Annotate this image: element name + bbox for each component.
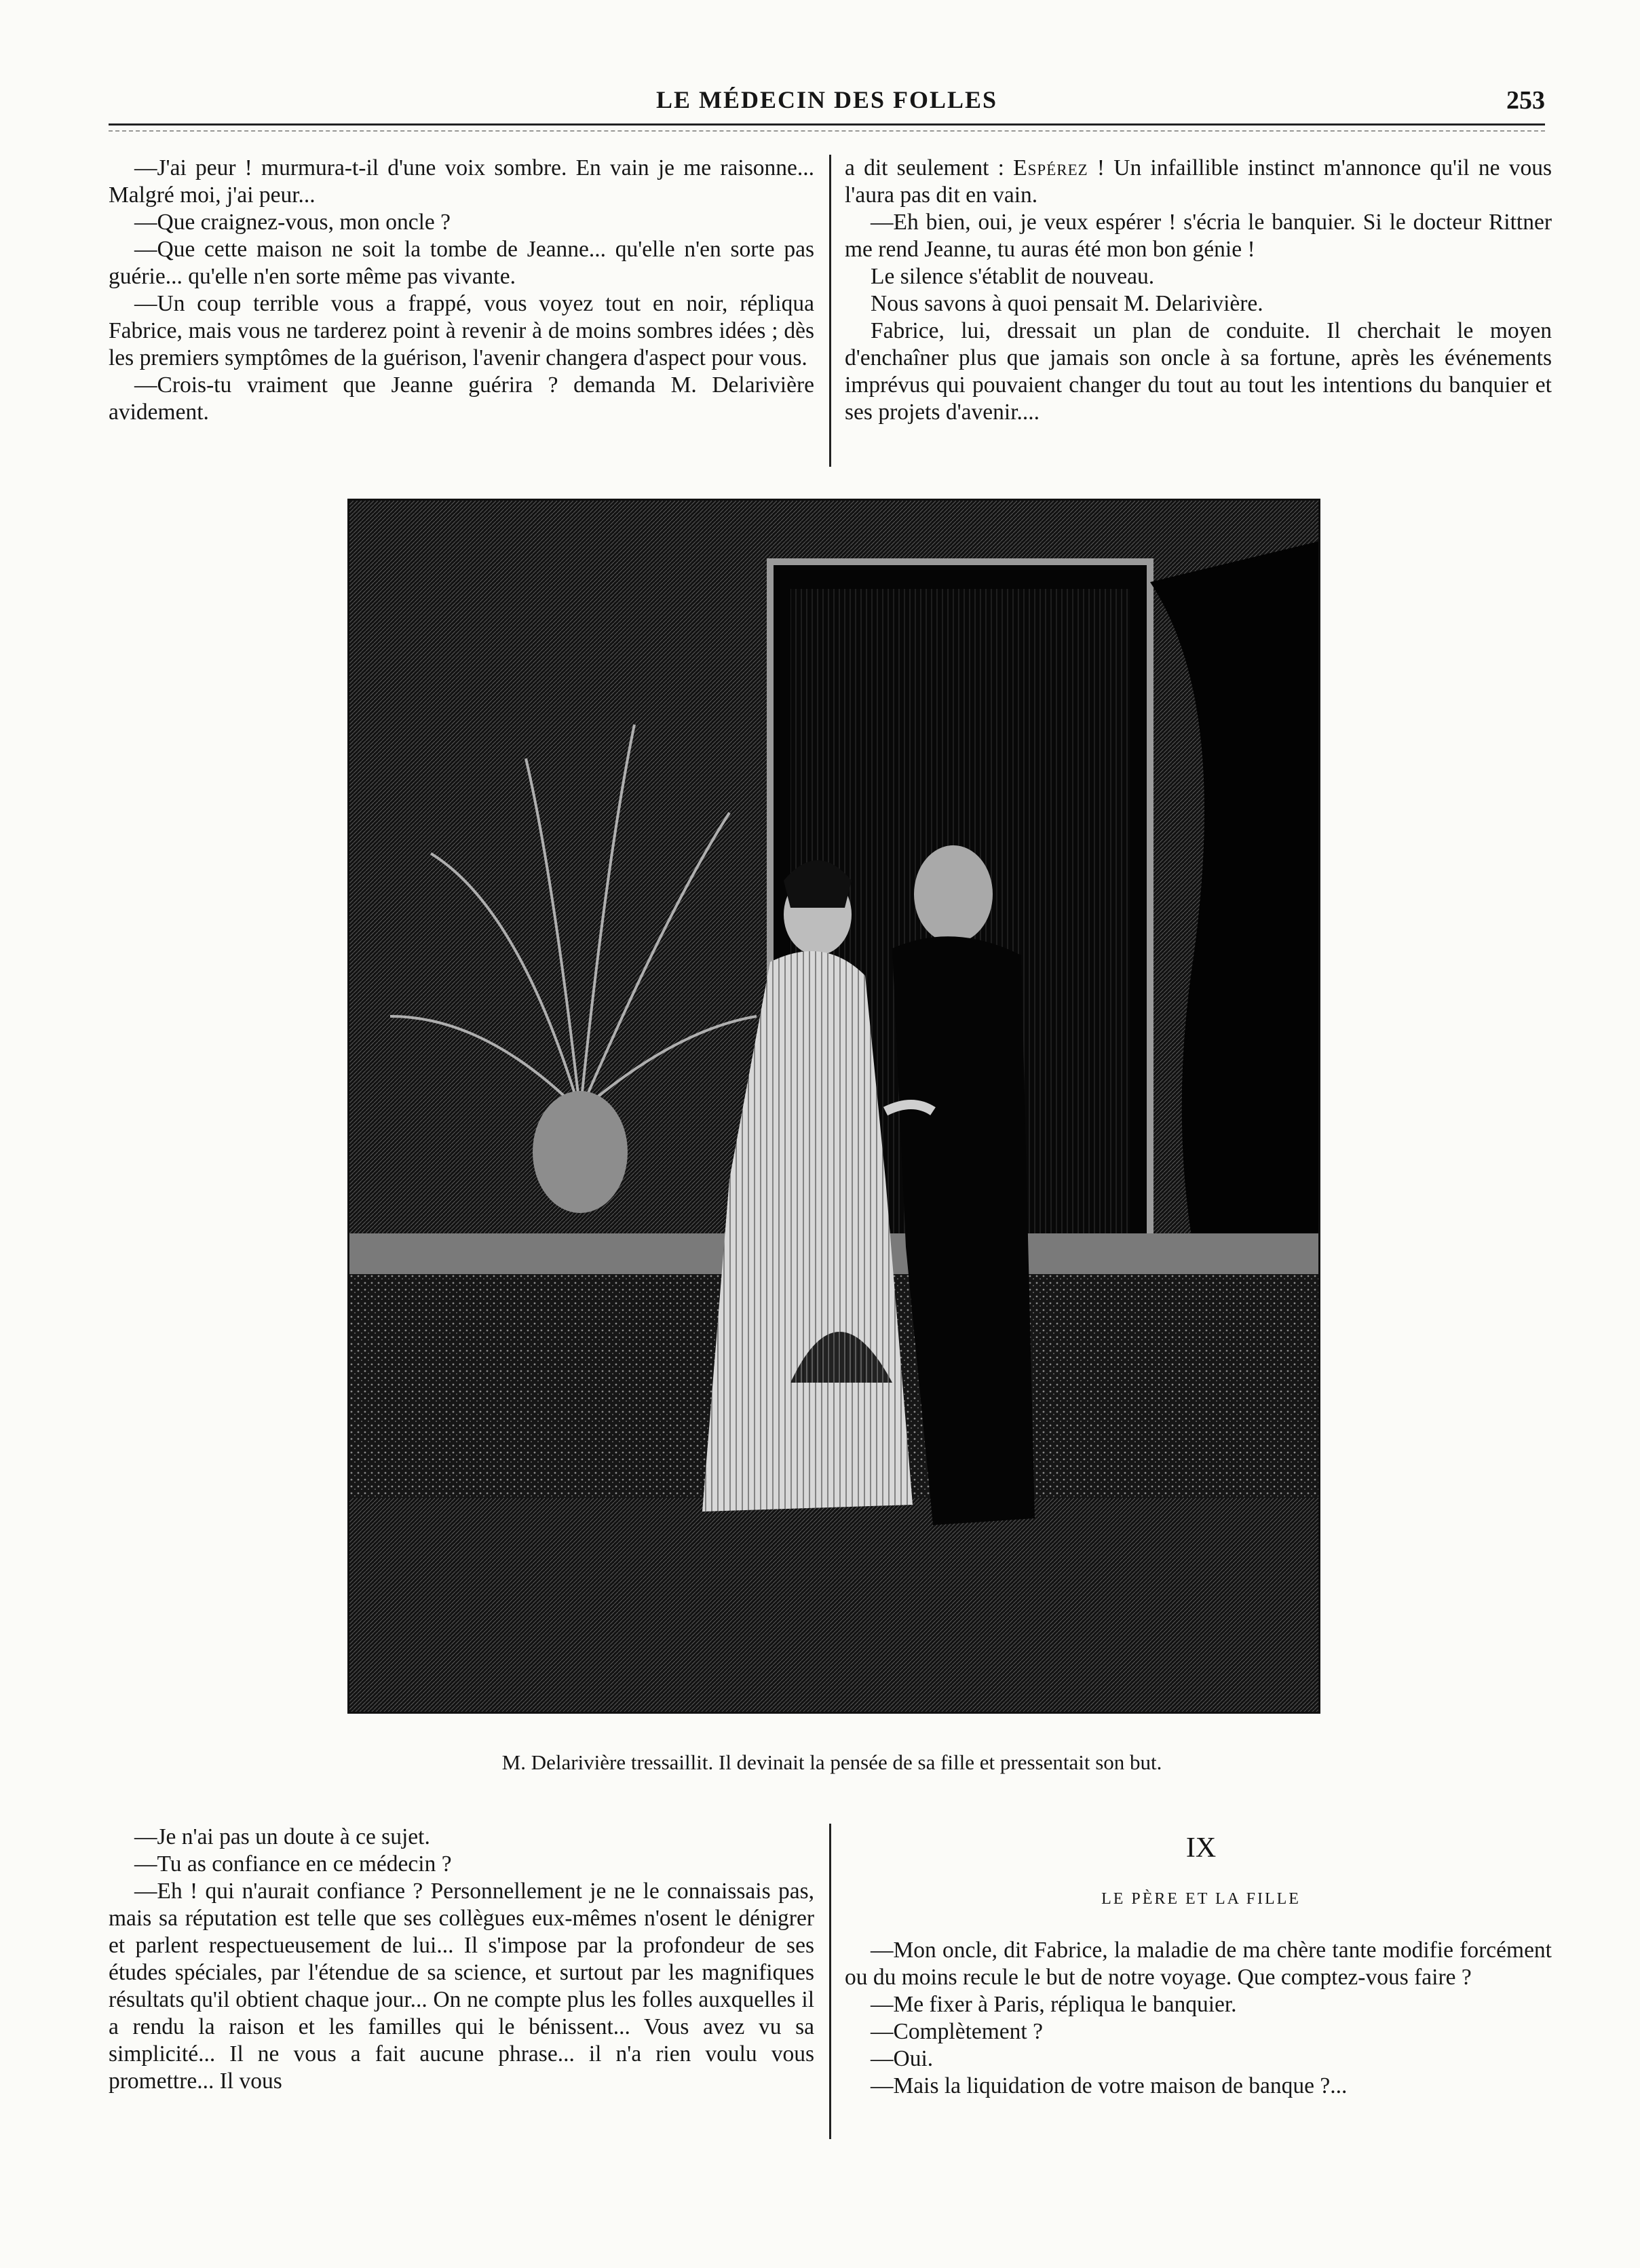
- bottom-left-column: [109, 1824, 814, 2095]
- paragraph: —Eh ! qui n'aurait confiance ? Personnellement je ne le connaissais pas, mais sa réputation est telle que ses collègues eux-mêmes n'osent le dénigrer et parlent respectueusement de lui... Il s'impose par la profondeur de ses études spéciales, par l'étendue de sa science, et surtout par les magnifiques résultats qu'il obtient chaque jour... On ne compte plus les folles auxquelles il a rendu la raison et les familles qui le bénissent... Vous avez vu sa simplicité... Il ne vous a fait aucune phrase... il n'a rien voulu vous promettre... Il vous: [109, 1879, 814, 2094]
- column-divider-top: [829, 155, 831, 467]
- chapter-heading: [841, 1832, 1561, 1908]
- running-header: [109, 80, 1545, 121]
- paragraph: —Je n'ai pas un doute à ce sujet.: [134, 1824, 430, 1849]
- top-right-column: [845, 155, 1552, 426]
- paragraph: —J'ai peur ! murmura-t-il d'une voix sombre. En vain je me raisonne... Malgré moi, j'ai peur...: [109, 155, 814, 208]
- engraving-picture: [349, 501, 1318, 1712]
- engraving-illustration: [347, 499, 1320, 1714]
- chapter-number: IX: [1185, 1832, 1217, 1864]
- bottom-right-column: [845, 1937, 1552, 2100]
- page-number: 253: [1506, 86, 1545, 115]
- paragraph: Le silence s'établit de nouveau.: [871, 264, 1155, 289]
- paragraph: —Que craignez-vous, mon oncle ?: [134, 210, 451, 235]
- column-divider-bottom: [829, 1824, 831, 2139]
- running-title: LE MÉDECIN DES FOLLES: [655, 86, 998, 113]
- paragraph: —Mais la liquidation de votre maison de banque ?...: [871, 2073, 1348, 2098]
- paragraph: —Eh bien, oui, je veux espérer ! s'écria le banquier. Si le docteur Rittner me rend Jeanne, tu auras été mon bon génie !: [845, 210, 1552, 262]
- paragraph-continuation: [845, 155, 1552, 209]
- top-left-column: [109, 155, 814, 426]
- header-rule: [109, 123, 1545, 126]
- paragraph: —Un coup terrible vous a frappé, vous voyez tout en noir, répliqua Fabrice, mais vous ne tarderez point à revenir à de moins sombres idées ; dès les premiers symptômes de la guérison, l'avenir changera d'aspect pour vous.: [109, 291, 814, 370]
- illustration-caption: M. Delarivière tressaillit. Il devinait la pensée de sa fille et pressentait son but.: [501, 1750, 1162, 1774]
- header-rule-secondary: [109, 130, 1545, 132]
- chapter-title: LE PÈRE ET LA FILLE: [1101, 1890, 1301, 1908]
- paragraph: —Tu as confiance en ce médecin ?: [134, 1851, 452, 1877]
- paragraph: Nous savons à quoi pensait M. Delarivière.: [871, 291, 1263, 316]
- paragraph: —Oui.: [871, 2046, 934, 2071]
- paragraph: —Mon oncle, dit Fabrice, la maladie de ma chère tante modifie forcément ou du moins recule le but de notre voyage. Que comptez-vous faire ?: [845, 1938, 1552, 1990]
- text-span: a dit seulement :: [845, 155, 1014, 180]
- paragraph: Fabrice, lui, dressait un plan de conduite. Il cherchait le moyen d'enchaîner plus que jamais son oncle à sa fortune, après les événements imprévus qui pouvaient changer du tout au tout les intentions du banquier et ses projets d'avenir....: [845, 318, 1552, 425]
- emphasis-text: Espérez: [1013, 155, 1088, 180]
- paragraph: —Me fixer à Paris, répliqua le banquier.: [871, 1992, 1237, 2017]
- paragraph: —Crois-tu vraiment que Jeanne guérira ? demanda M. Delarivière avidement.: [109, 372, 814, 425]
- paragraph: —Complètement ?: [871, 2019, 1043, 2044]
- text-span: ! Un infaillible instinct m'annonce qu'il ne vous l'aura pas dit en vain.: [845, 155, 1552, 208]
- paragraph: —Que cette maison ne soit la tombe de Jeanne... qu'elle n'en sorte pas guérie... qu'elle n'en sorte même pas vivante.: [109, 237, 814, 289]
